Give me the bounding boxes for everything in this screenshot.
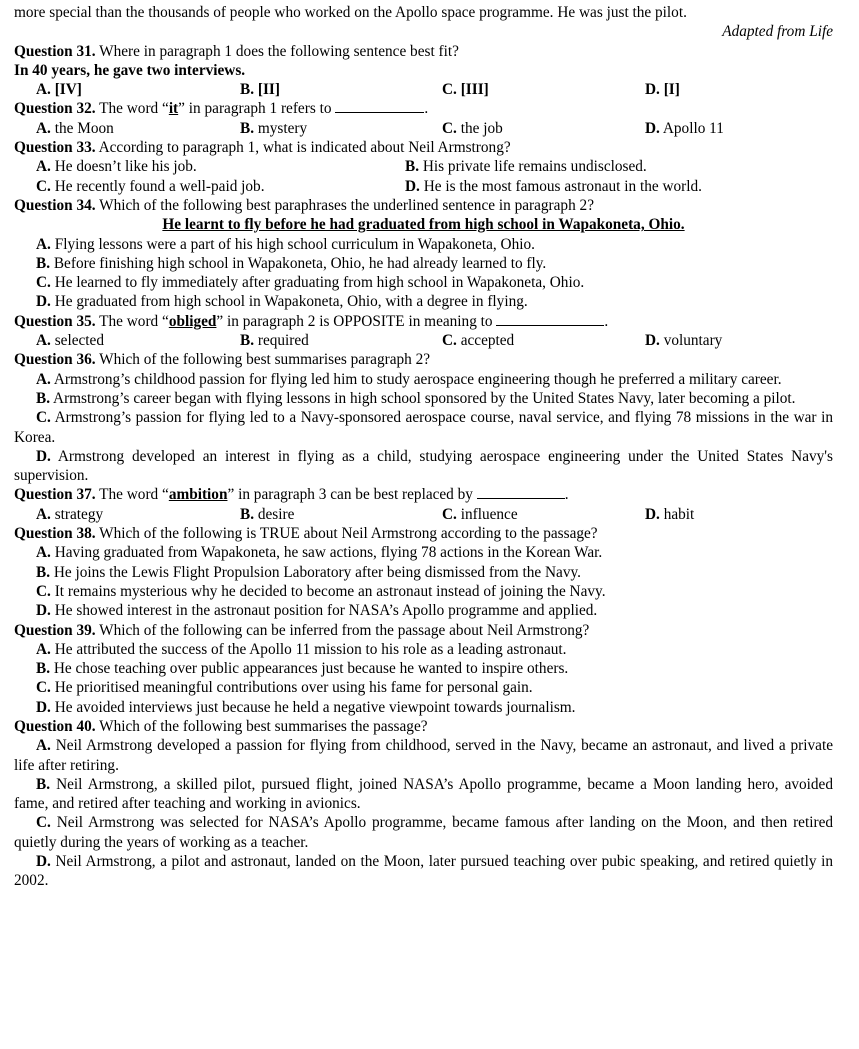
option-b[interactable]: B. [II] (240, 81, 280, 99)
option-d[interactable]: D. habit (645, 505, 695, 523)
question-32-stem: Question 32. The word “it” in paragraph 1 refers to . (14, 100, 429, 118)
target-word: obliged (168, 312, 217, 330)
target-word: it (168, 100, 179, 118)
option-b[interactable]: B. desire (240, 505, 295, 523)
option-c[interactable]: C. accepted (442, 332, 515, 350)
question-label: Question 31. (14, 42, 96, 60)
option-c[interactable]: C. He recently found a well-paid job. (36, 177, 265, 195)
source-credit: Adapted from Life (722, 23, 833, 41)
question-34-quote: He learnt to fly before he had graduated from high school in Wapakoneta, Ohio. (162, 216, 685, 234)
question-36-stem: Question 36. Which of the following best summarises paragraph 2? (14, 351, 431, 369)
answer-blank (496, 313, 604, 326)
question-35-options (14, 331, 833, 350)
question-33-options-row1 (14, 157, 833, 176)
passage-last-line: more special than the thousands of people who worked on the Apollo space programme. He was just the pilot. (14, 4, 687, 21)
option-a[interactable]: A. selected (36, 332, 104, 350)
option-d[interactable]: D. He showed interest in the astronaut position for NASA’s Apollo programme and applied. (36, 602, 598, 620)
option-c[interactable]: C. influence (442, 505, 518, 523)
option-a[interactable]: A. strategy (36, 505, 104, 523)
option-a[interactable]: A. Armstrong’s childhood passion for flying led him to study aerospace engineering though he preferred a military career. (36, 370, 782, 388)
question-32-options (14, 119, 833, 138)
option-c[interactable]: C. [III] (442, 81, 489, 99)
target-word: ambition (168, 486, 228, 504)
question-39-stem: Question 39. Which of the following can be inferred from the passage about Neil Armstrong? (14, 621, 590, 639)
question-31-stem: Question 31. Where in paragraph 1 does the following sentence best fit? (14, 42, 459, 60)
option-d[interactable]: D. Apollo 11 (645, 119, 724, 137)
option-a[interactable]: A. Having graduated from Wapakoneta, he saw actions, flying 78 actions in the Korean War. (36, 544, 603, 562)
question-33-options-row2 (14, 177, 833, 196)
question-40-stem: Question 40. Which of the following best summarises the passage? (14, 717, 428, 735)
option-a[interactable]: A. He doesn’t like his job. (36, 158, 197, 176)
question-38-stem: Question 38. Which of the following is TRUE about Neil Armstrong according to the passage? (14, 525, 598, 543)
option-d[interactable]: D. He graduated from high school in Wapakoneta, Ohio, with a degree in flying. (36, 293, 528, 311)
option-c[interactable]: C. Armstrong’s passion for flying led to a Navy-sponsored aerospace course, naval service, and flying 78 missions in the war in Korea. (14, 409, 833, 446)
option-c[interactable]: C. He learned to fly immediately after graduating from high school in Wapakoneta, Ohio. (36, 274, 585, 292)
question-37-options (14, 505, 833, 524)
question-35-stem: Question 35. The word “obliged” in paragraph 2 is OPPOSITE in meaning to . (14, 312, 609, 330)
option-d[interactable]: D. [I] (645, 81, 680, 99)
option-b[interactable]: B. He joins the Lewis Flight Propulsion Laboratory after being dismissed from the Navy. (36, 563, 581, 581)
option-d[interactable]: D. He is the most famous astronaut in the world. (405, 177, 702, 195)
option-b[interactable]: B. Neil Armstrong, a skilled pilot, pursued flight, joined NASA’s Apollo programme, became a Moon landing hero, avoided fame, and retired after teaching and working in avionics. (14, 775, 833, 813)
option-a[interactable]: A. He attributed the success of the Apollo 11 mission to his role as a leading astronaut. (36, 640, 567, 658)
option-b[interactable]: B. required (240, 332, 309, 350)
option-d[interactable]: D. Neil Armstrong, a pilot and astronaut, landed on the Moon, later pursued teaching over pubic speaking, and retired quietly in 2002. (14, 853, 834, 890)
option-d[interactable]: D. He avoided interviews just because he held a negative viewpoint towards journalism. (36, 698, 576, 716)
option-b[interactable]: B. Before finishing high school in Wapakoneta, Ohio, he had already learned to fly. (36, 254, 547, 272)
question-31-quote: In 40 years, he gave two interviews. (14, 61, 246, 79)
option-d[interactable]: D. voluntary (645, 332, 723, 350)
option-d[interactable]: D. Armstrong developed an interest in flying as a child, studying aerospace engineering under the United States Navy's supervision. (14, 447, 833, 485)
question-34-stem: Question 34. Which of the following best paraphrases the underlined sentence in paragraph 2? (14, 196, 594, 214)
option-a[interactable]: A. [IV] (36, 81, 82, 99)
answer-blank (335, 100, 424, 113)
option-b[interactable]: B. His private life remains undisclosed. (405, 158, 647, 176)
option-a[interactable]: A. Neil Armstrong developed a passion for flying from childhood, served in the Navy, became an astronaut, and lived a private life after retiring. (14, 737, 833, 774)
option-b[interactable]: B. He chose teaching over public appearances just because he wanted to inspire others. (36, 660, 569, 678)
question-37-stem: Question 37. The word “ambition” in paragraph 3 can be best replaced by . (14, 486, 569, 504)
option-c[interactable]: C. It remains mysterious why he decided to become an astronaut instead of joining the Navy. (36, 582, 606, 600)
option-c[interactable]: C. He prioritised meaningful contributions over using his fame for personal gain. (36, 679, 533, 697)
option-a[interactable]: A. the Moon (36, 119, 114, 137)
option-a[interactable]: A. Flying lessons were a part of his high school curriculum in Wapakoneta, Ohio. (36, 235, 535, 253)
option-c[interactable]: C. the job (442, 119, 503, 137)
option-b[interactable]: B. mystery (240, 119, 308, 137)
option-b[interactable]: B. Armstrong’s career began with flying lessons in high school sponsored by the United States Navy, later becoming a pilot. (36, 389, 796, 407)
question-31-options (14, 80, 833, 99)
option-c[interactable]: C. Neil Armstrong was selected for NASA’s Apollo programme, became famous after landing on the Moon, and then retired quietly during the years of working as a teacher. (14, 814, 834, 851)
question-33-stem: Question 33. According to paragraph 1, what is indicated about Neil Armstrong? (14, 139, 511, 157)
answer-blank (477, 486, 565, 499)
